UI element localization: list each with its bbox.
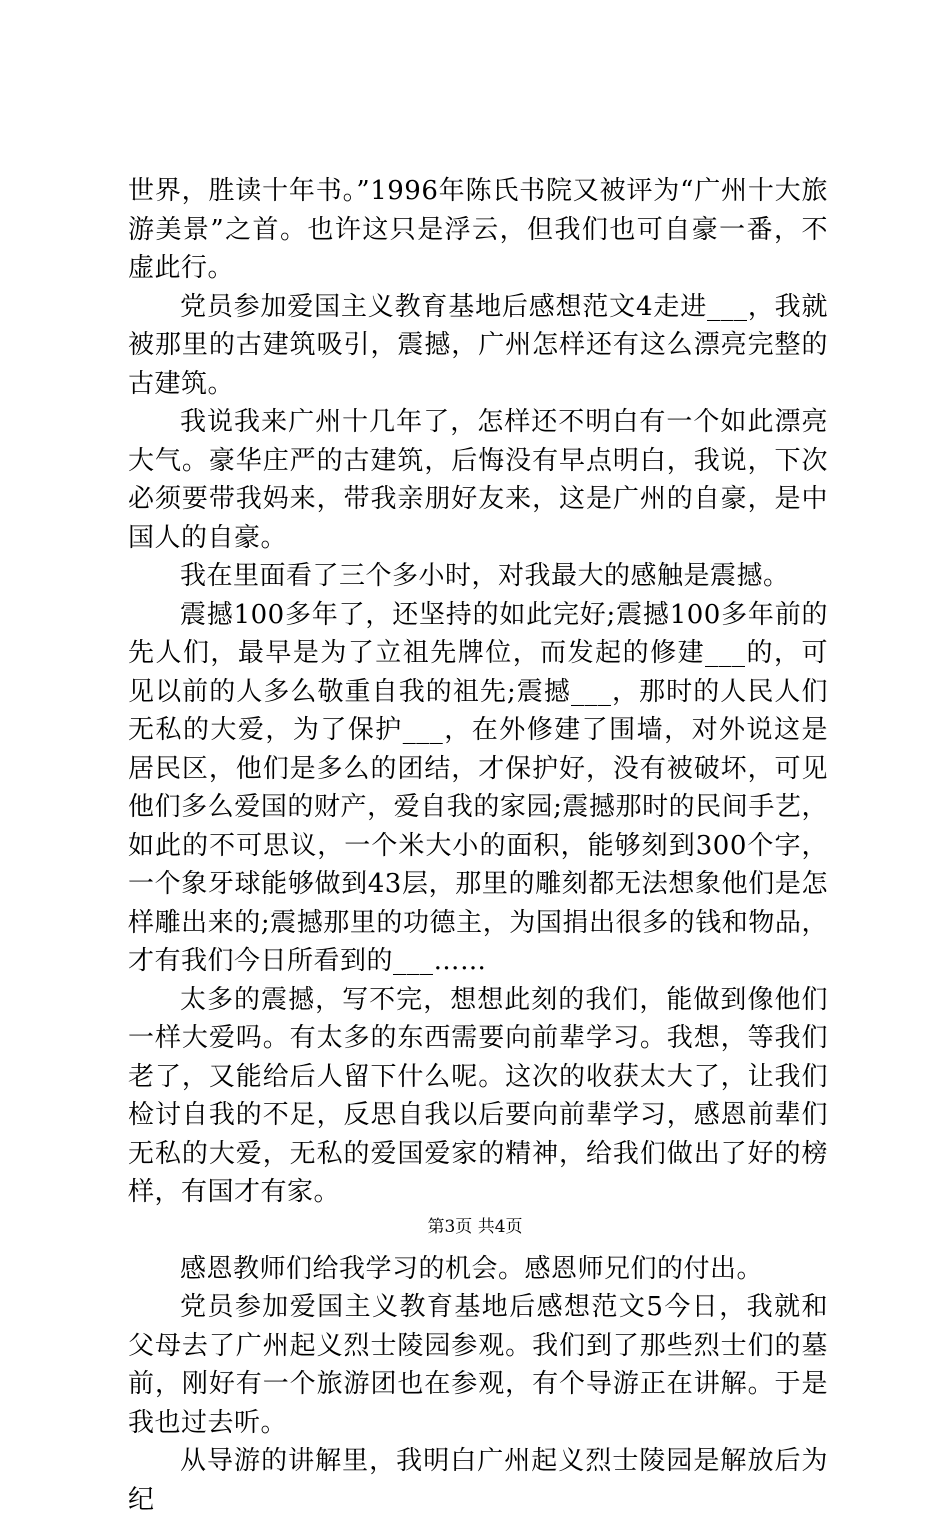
paragraph-8: 党员参加爱国主义教育基地后感想范文5今日，我就和父母去了广州起义烈士陵园参观。我们到了那些烈士们的墓前，刚好有一个旅游团也在参观，有个导游正在讲解。于是我也过去听。 xyxy=(128,1292,828,1438)
paragraph-6: 太多的震撼，写不完，想想此刻的我们，能做到像他们一样大爱吗。有太多的东西需要向前辈学习。我想，等我们老了，又能给后人留下什么呢。这次的收获太大了，让我们检讨自我的不足，反思自我以后要向前辈学习，感恩前辈们无私的大爱，无私的爱国爱家的精神，给我们做出了好的榜样，有国才有家。 xyxy=(128,984,828,1207)
paragraph-9: 从导游的讲解里，我明白广州起义烈士陵园是解放后为纪 xyxy=(128,1446,828,1515)
page-number-label: 第3页 共4页 xyxy=(427,1217,523,1237)
paragraph-4: 我在里面看了三个多小时，对我最大的感触是震撼。 xyxy=(180,561,790,591)
paragraph-5: 震撼100多年了，还坚持的如此完好;震撼100多年前的先人们，最早是为了立祖先牌位，而发起的修建___的，可见以前的人多么敬重自我的祖先;震撼___，那时的人民人们无私的大爱，为了保护___，在外修建了围墙，对外说这是居民区，他们是多么的团结，才保护好，没有被破坏，可见他们多么爱国的财产，爱自我的家园;震撼那时的民间手艺，如此的不可思议，一个米大小的面积，能够刻到300个字，一个象牙球能够做到43层，那里的雕刻都无法想象他们是怎样雕出来的;震撼那里的功德主，为国捐出很多的钱和物品，才有我们今日所看到的___…… xyxy=(128,599,828,976)
paragraph-3: 我说我来广州十几年了，怎样还不明白有一个如此漂亮大气。豪华庄严的古建筑，后悔没有早点明白，我说，下次必须要带我妈来，带我亲朋好友来，这是广州的自豪，是中国人的自豪。 xyxy=(128,407,828,553)
document-body xyxy=(128,172,828,1519)
paragraph-1: 世界，胜读十年书。”1996年陈氏书院又被评为“广州十大旅游美景”之首。也许这只是浮云，但我们也可自豪一番，不虚此行。 xyxy=(128,176,828,283)
page-footer xyxy=(0,1216,950,1238)
paragraph-2: 党员参加爱国主义教育基地后感想范文4走进___，我就被那里的古建筑吸引，震撼，广州怎样还有这么漂亮完整的古建筑。 xyxy=(128,291,828,399)
paragraph-7: 感恩教师们给我学习的机会。感恩师兄们的付出。 xyxy=(180,1253,764,1284)
